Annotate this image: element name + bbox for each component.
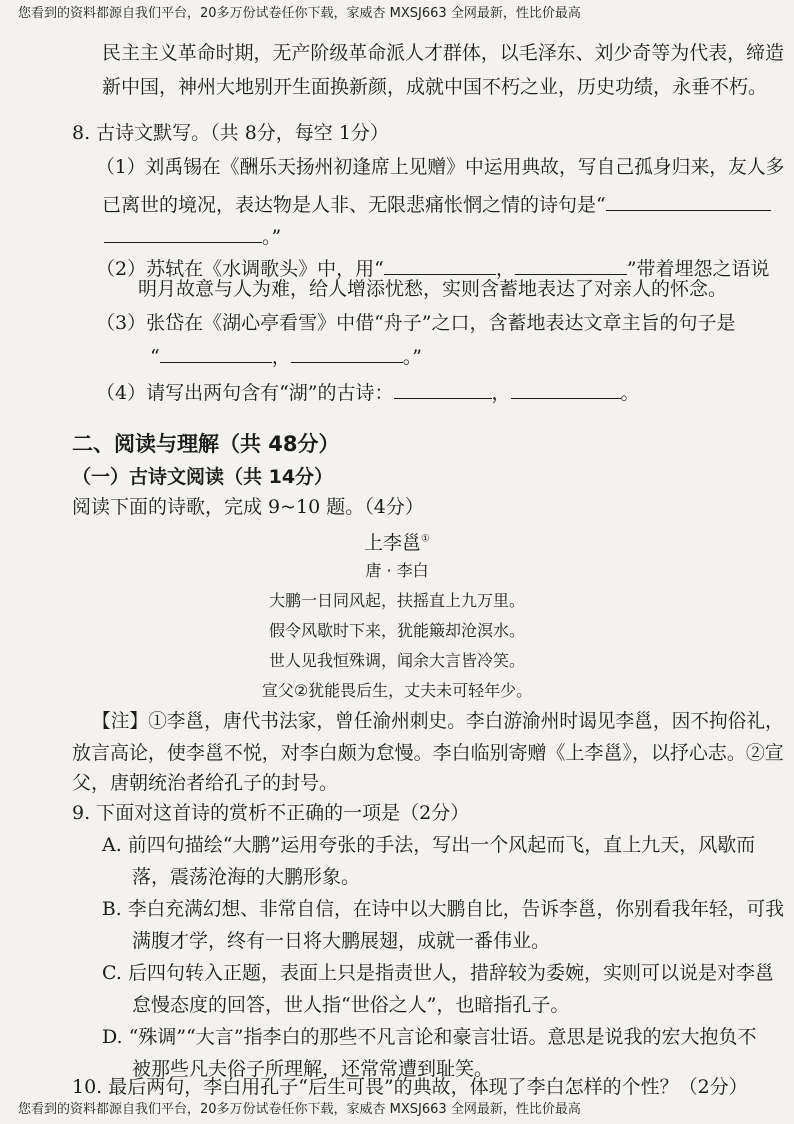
q8-item2-comma: ， <box>495 258 515 280</box>
q9-option-c-line1: C. 后四句转入正题，表面上只是指责世人，措辞较为委婉，实则可以说是对李邕 <box>102 962 774 984</box>
q8-item2-prefix: （2）苏轼在《水调歌头》中，用“ <box>96 258 384 280</box>
q9-option-d-line1: D. “殊调”“大言”指李白的那些不凡言论和豪言壮语。意思是说我的宏大抱负不 <box>102 1026 757 1048</box>
poem-line-4: 宣父②犹能畏后生，丈夫未可轻年少。 <box>261 681 533 700</box>
q9-option-c-line2: 怠慢态度的回答，世人指“世俗之人”，也暗指孔子。 <box>132 994 570 1016</box>
q9-option-a-line2: 落，震荡沧海的大鹏形象。 <box>132 866 361 888</box>
q9-option-d-line2: 被那些凡夫俗子所理解，还常常遭到耻笑。 <box>132 1058 494 1080</box>
subsection-heading: （一）古诗文阅读（共 14分） <box>72 466 334 488</box>
q8-item1-text: 已离世的境况，表达物是人非、无限悲痛怅惘之情的诗句是“ <box>102 194 606 216</box>
answer-blank-7[interactable] <box>394 376 492 399</box>
top-banner: 您看到的资料都源自我们平台，20多万份试卷任你下载，家威杏 MXSJ663 全网最新，性比价最高 <box>18 6 581 21</box>
q8-title: 8. 古诗文默写。（共 8分，每空 1分） <box>72 122 389 144</box>
q8-item2-line2: 明月故意与人为难，给人增添忧愁，实则含蓄地表达了对亲人的怀念。 <box>138 278 728 300</box>
poem-author: 唐 · 李白 <box>365 561 429 580</box>
q8-item3-open: “ <box>150 346 160 368</box>
q8-item1-line1: （1）刘禹锡在《酬乐天扬州初逢席上见赠》中运用典故，写自己孤身归来，友人多 <box>96 156 785 178</box>
note-line-2: 放言高论，使李邕不悦，对李白颇为怠慢。李白临别寄赠《上李邕》，以抒心志。②宣 <box>72 742 784 764</box>
q8-item3-comma: ， <box>271 346 291 368</box>
poem-line-1: 大鹏一日同风起，扶摇直上九万里。 <box>268 591 525 610</box>
poem-line-2: 假令风歇时下来，犹能簸却沧溟水。 <box>268 621 525 640</box>
q9-option-b-line1: B. 李白充满幻想、非常自信，在诗中以大鹏自比，告诉李邕，你别看我年轻，可我 <box>102 898 785 920</box>
q9-option-a-line1: A. 前四句描绘“大鹏”运用夸张的手法，写出一个风起而飞，直上九天，风歇而 <box>102 834 756 856</box>
answer-blank-2[interactable] <box>104 220 262 243</box>
poem-title-note: ① <box>421 533 430 545</box>
q9-stem: 9. 下面对这首诗的赏析不正确的一项是（2分） <box>72 802 470 824</box>
answer-blank-8[interactable] <box>511 376 621 399</box>
poem-title <box>0 528 794 555</box>
q8-item2-suffix: ”带着埋怨之语说 <box>626 258 770 280</box>
poem-line-3: 世人见我恒殊调，闻余大言皆冷笑。 <box>268 651 525 670</box>
q8-item1-line2 <box>102 188 771 217</box>
poem-title-text: 上李邕 <box>364 532 422 554</box>
q8-item1-line3 <box>104 220 281 249</box>
q10-stem: 10. 最后两句，李白用孔子“后生可畏”的典故，体现了李白怎样的个性？（2分） <box>72 1076 748 1098</box>
intro-line-1: 民主主义革命时期，无产阶级革命派人才群体，以毛泽东、刘少奇等为代表，缔造 <box>102 42 784 64</box>
q8-item1-end: 。” <box>262 226 282 248</box>
q8-item4-end: 。 <box>620 382 640 404</box>
answer-blank-5[interactable] <box>160 340 272 363</box>
note-line-3: 父，唐朝统治者给孔子的封号。 <box>72 772 339 794</box>
answer-blank-6[interactable] <box>291 340 403 363</box>
q8-item3-line1: （3）张岱在《湖心亭看雪》中借“舟子”之口，含蓄地表达文章主旨的句子是 <box>96 312 736 334</box>
reading-instruction: 阅读下面的诗歌，完成 9~10 题。（4分） <box>72 496 424 518</box>
section-heading: 二、阅读与理解（共 48分） <box>72 432 340 456</box>
note-line-1: 【注】①李邕，唐代书法家，曾任渝州刺史。李白游渝州时谒见李邕，因不拘俗礼， <box>92 710 784 732</box>
answer-blank-1[interactable] <box>606 188 771 211</box>
q8-item3-close: 。” <box>402 346 422 368</box>
bottom-banner: 您看到的资料都源自我们平台，20多万份试卷任你下载，家威杏 MXSJ663 全网最新，性比价最高 <box>18 1102 581 1117</box>
q9-option-b-line2: 满腹才学，终有一日将大鹏展翅，成就一番伟业。 <box>132 930 551 952</box>
q8-item4-comma: ， <box>491 382 511 404</box>
intro-line-2: 新中国，神州大地别开生面换新颜，成就中国不朽之业，历史功绩，永垂不朽。 <box>102 76 768 98</box>
q8-item4-text: （4）请写出两句含有“湖”的古诗： <box>96 382 394 404</box>
q8-item4 <box>96 376 640 405</box>
q8-item3-line2 <box>150 340 422 369</box>
